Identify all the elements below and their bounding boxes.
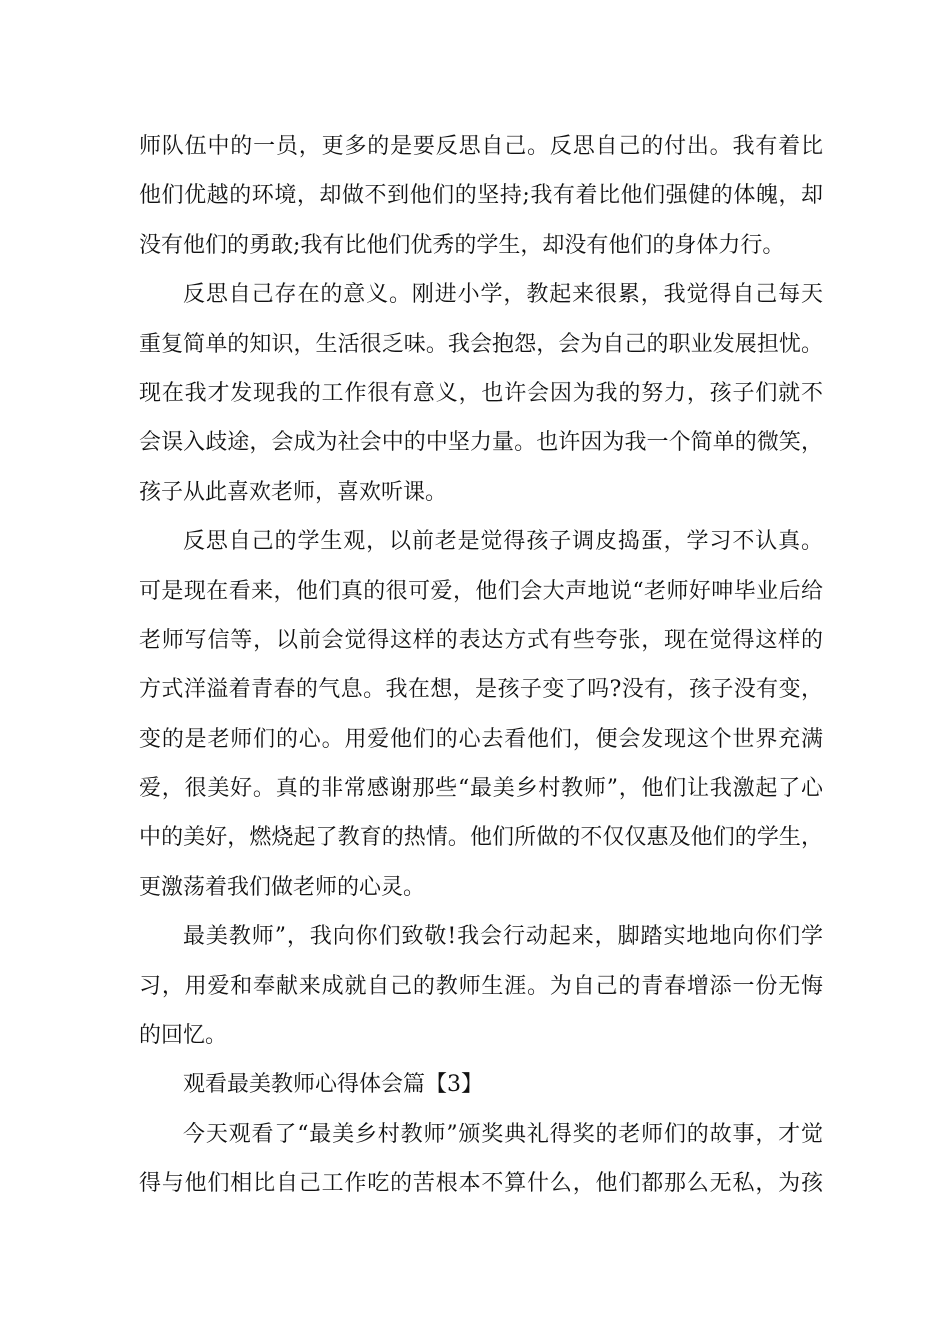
text-line: 师队伍中的一员，更多的是要反思自己。反思自己的付出。我有着比 — [139, 134, 823, 159]
paragraph-4 — [139, 912, 823, 1060]
text-line: 方式洋溢着青春的气息。我在想，是孩子变了吗?没有，孩子没有变， — [139, 677, 823, 703]
text-line: 没有他们的勇敢;我有比他们优秀的学生，却没有他们的身体力行。 — [139, 232, 785, 258]
text-line: 反思自己存在的意义。刚进小学，教起来很累，我觉得自己每天 — [183, 282, 823, 308]
text-line: 更激荡着我们做老师的心灵。 — [139, 874, 426, 900]
text-line: 反思自己的学生观，以前老是觉得孩子调皮捣蛋，学习不认真。 — [183, 529, 823, 555]
text-line: 可是现在看来，他们真的很可爱，他们会大声地说“老师好呻毕业后给 — [139, 578, 823, 604]
text-line: 会误入歧途，会成为社会中的中坚力量。也许因为我一个简单的微笑， — [139, 430, 823, 456]
text-line: 爱，很美好。真的非常感谢那些“最美乡村教师”，他们让我激起了心 — [139, 776, 823, 802]
text-line: 最美教师”，我向你们致敬!我会行动起来，脚踏实地地向你们学 — [183, 924, 823, 950]
text-line: 得与他们相比自己工作吃的苦根本不算什么，他们都那么无私，为孩 — [139, 1171, 823, 1197]
text-line: 的回忆。 — [139, 1023, 228, 1049]
document-body — [139, 122, 823, 1209]
text-line: 今天观看了“最美乡村教师”颁奖典礼得奖的老师们的故事，才觉 — [183, 1121, 823, 1147]
text-line: 中的美好，燃烧起了教育的热情。他们所做的不仅仅惠及他们的学生， — [139, 825, 823, 851]
text-line: 老师写信等，以前会觉得这样的表达方式有些夸张，现在觉得这样的 — [139, 627, 823, 653]
text-line: 重复简单的知识，生活很乏味。我会抱怨，会为自己的职业发展担忧。 — [139, 331, 823, 357]
section-heading — [139, 1060, 823, 1109]
paragraph-2 — [139, 270, 823, 517]
paragraph-3 — [139, 517, 823, 912]
text-line: 孩子从此喜欢老师，喜欢听课。 — [139, 479, 448, 505]
section-heading-text: 观看最美教师心得体会篇【3】 — [183, 1072, 483, 1098]
text-line: 他们优越的环境，却做不到他们的坚持;我有着比他们强健的体魄，却 — [139, 183, 823, 209]
paragraph-5 — [139, 1110, 823, 1209]
text-line: 习，用爱和奉献来成就自己的教师生涯。为自己的青春增添一份无悔 — [139, 973, 823, 999]
text-line: 现在我才发现我的工作很有意义，也许会因为我的努力，孩子们就不 — [139, 380, 823, 406]
paragraph-1 — [139, 122, 823, 270]
text-line: 变的是老师们的心。用爱他们的心去看他们，便会发现这个世界充满 — [139, 726, 823, 752]
